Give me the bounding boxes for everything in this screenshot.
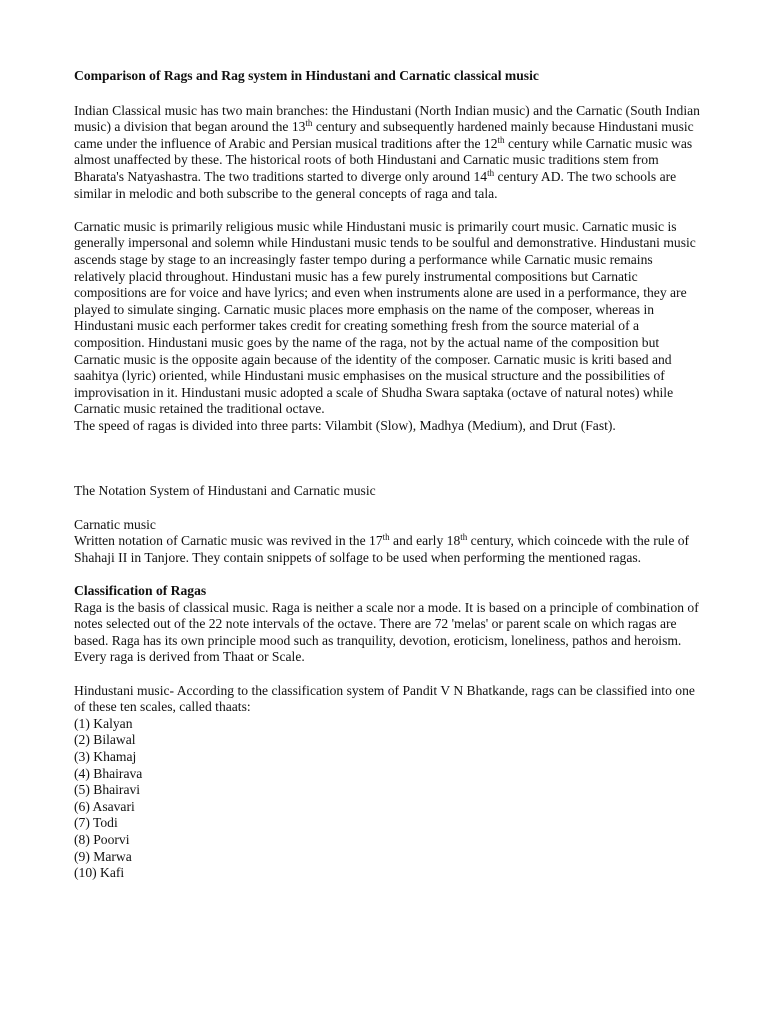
hindustani-intro: Hindustani music- According to the classification system of Pandit V N Bhatkande, rags can be classified into one of these ten scales, called thaats: — [74, 682, 695, 715]
list-item: (8) Poorvi — [74, 831, 130, 847]
superscript: th — [305, 118, 313, 129]
list-item: (7) Todi — [74, 815, 118, 831]
notation-text-2: and early 18 — [389, 533, 461, 549]
list-item: (1) Kalyan — [74, 715, 133, 731]
list-item: (4) Bhairava — [74, 765, 143, 781]
list-item: (5) Bhairavi — [74, 782, 141, 798]
classification-paragraph: Raga is the basis of classical music. Raga is neither a scale nor a mode. It is based on a principle of combination of notes selected out of the 22 note intervals of the octave. There are 72 'melas' or parent scale on which ragas are based. Raga has its own principle mood such as tranquility, devotion, eroticism, loneliness, pathos and heroism. Every raga is derived from Thaat or Scale. — [74, 599, 699, 665]
list-item: (3) Khamaj — [74, 748, 137, 764]
list-item: (2) Bilawal — [74, 732, 136, 748]
intro-text-3: century while Carnatic music was almost unaffected by these. The historical roots of both Hindustani and Carnatic music traditions stem from Bharata's Natyashastra. The two traditions started to diverge only around 14 — [74, 135, 693, 184]
notation-text-3: century, which coincede with the rule of Shahaji II in Tanjore. They contain snippets of solfage to be used when performing the mentioned ragas. — [74, 533, 690, 565]
intro-text-1: Indian Classical music has two main branches: the Hindustani (North Indian music) and the Carnatic (South Indian music) a division that began around the 13 — [74, 102, 700, 135]
document-title: Comparison of Rags and Rag system in Hindustani and Carnatic classical music — [74, 68, 539, 83]
list-item: (10) Kafi — [74, 865, 125, 881]
carnatic-heading: Carnatic music — [74, 516, 156, 532]
intro-text-2: century and subsequently hardened mainly because Hindustani music came under the influence of Arabic and Persian musical traditions after the 12 — [74, 119, 694, 151]
intro-paragraph — [74, 103, 702, 203]
classification-heading: Classification of Ragas — [74, 583, 207, 599]
spacer — [74, 500, 702, 517]
superscript: th — [487, 167, 495, 178]
comparison-paragraph: Carnatic music is primarily religious music while Hindustani music is primarily court music. Carnatic music is generally impersonal and solemn while Hindustani music tends to be soulful and demonstrative. Hindustani music ascends stage by stage to an increasingly faster tempo during a performance while Carnatic music remains relatively placid throughout. Hindustani music has a few purely instrumental compositions but Carnatic compositions are for voice and have lyrics; and even when instruments alone are used in a performance, they are played to simulate singing. Carnatic music places more emphasis on the name of the composer, whereas in Hindustani music each performer takes credit for creating something fresh from the source material of a composition. Hindustani music goes by the name of the raga, not by the actual name of the composition but Carnatic music is the opposite again because of the identity of the composer. Carnatic music is kriti based and saahitya (lyric) oriented, while Hindustani music emphasises on the musical structure and the possibilities of improvisation in it. Hindustani music adopted a scale of Shudha Swara saptaka (octave of natural notes) while Carnatic music retained the traditional octave. — [74, 218, 696, 417]
list-item: (6) Asavari — [74, 798, 135, 814]
spacer — [74, 434, 702, 483]
notation-paragraph — [74, 533, 702, 566]
spacer — [74, 666, 702, 683]
document-body — [74, 68, 702, 882]
superscript: th — [460, 532, 468, 543]
thaat-list — [74, 716, 702, 882]
superscript: th — [497, 134, 505, 145]
notation-heading: The Notation System of Hindustani and Carnatic music — [74, 483, 376, 499]
list-item: (9) Marwa — [74, 848, 132, 864]
notation-text-1: Written notation of Carnatic music was revived in the 17 — [74, 533, 383, 549]
speed-paragraph: The speed of ragas is divided into three parts: Vilambit (Slow), Madhya (Medium), and Drut (Fast). — [74, 417, 616, 433]
spacer — [74, 566, 702, 583]
spacer — [74, 202, 702, 219]
intro-text-4: century AD. The two schools are similar in melodic and both subscribe to the general concepts of raga and tala. — [74, 168, 677, 201]
superscript: th — [382, 532, 390, 543]
